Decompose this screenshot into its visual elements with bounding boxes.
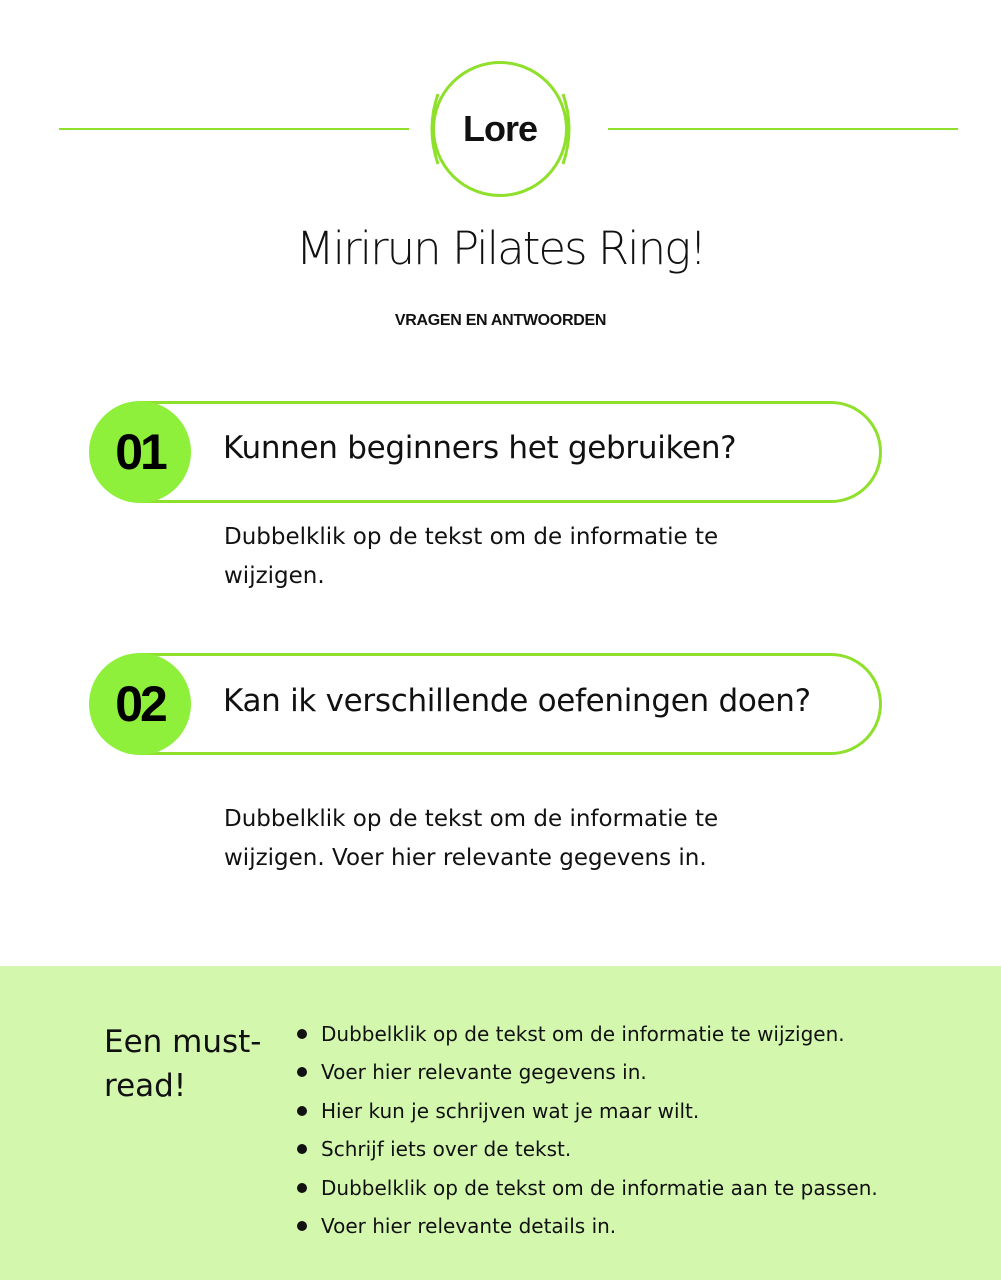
question-number-2: 02 xyxy=(89,653,191,755)
list-item xyxy=(297,1207,878,1245)
logo xyxy=(432,61,568,197)
answer-1: Dubbelklik op de tekst om de informatie te wijzigen. xyxy=(224,524,719,589)
question-1: Kunnen beginners het gebruiken? xyxy=(223,430,737,466)
list-item xyxy=(297,1169,878,1207)
list-item-text: Voer hier relevante details in. xyxy=(321,1213,617,1238)
bullet-icon xyxy=(297,1221,307,1231)
answer-2: Dubbelklik op de tekst om de informatie te wijzigen. Voer hier relevante gegevens in. xyxy=(224,806,719,871)
list-item xyxy=(297,1130,878,1168)
logo-text: Lore xyxy=(462,108,537,149)
list-item-text: Dubbelklik op de tekst om de informatie te wijzigen. xyxy=(321,1022,845,1046)
must-read-title: Een must-read! xyxy=(104,1024,262,1104)
list-item-text: Voer hier relevante gegevens in. xyxy=(321,1060,647,1085)
bullet-icon xyxy=(297,1183,307,1193)
header-line-right xyxy=(608,128,958,130)
bullet-icon xyxy=(297,1067,307,1077)
list-item-text: Schrijf iets over de tekst. xyxy=(321,1137,572,1162)
page-title: Mirirun Pilates Ring! xyxy=(295,222,706,275)
page-subtitle: VRAGEN EN ANTWOORDEN xyxy=(394,312,607,329)
bullet-icon xyxy=(297,1029,307,1039)
list-item xyxy=(297,1092,878,1130)
list-item-text: Hier kun je schrijven wat je maar wilt. xyxy=(321,1098,700,1123)
list-item-text: Dubbelklik op de tekst om de informatie aan te passen. xyxy=(321,1175,878,1200)
list-item xyxy=(297,1015,878,1053)
list-item xyxy=(297,1053,878,1091)
question-2: Kan ik verschillende oefeningen doen? xyxy=(223,683,811,719)
bullet-icon xyxy=(297,1106,307,1116)
must-read-list xyxy=(297,1015,878,1245)
bullet-icon xyxy=(297,1144,307,1154)
header-line-left xyxy=(59,128,409,130)
question-number-1: 01 xyxy=(89,401,191,503)
